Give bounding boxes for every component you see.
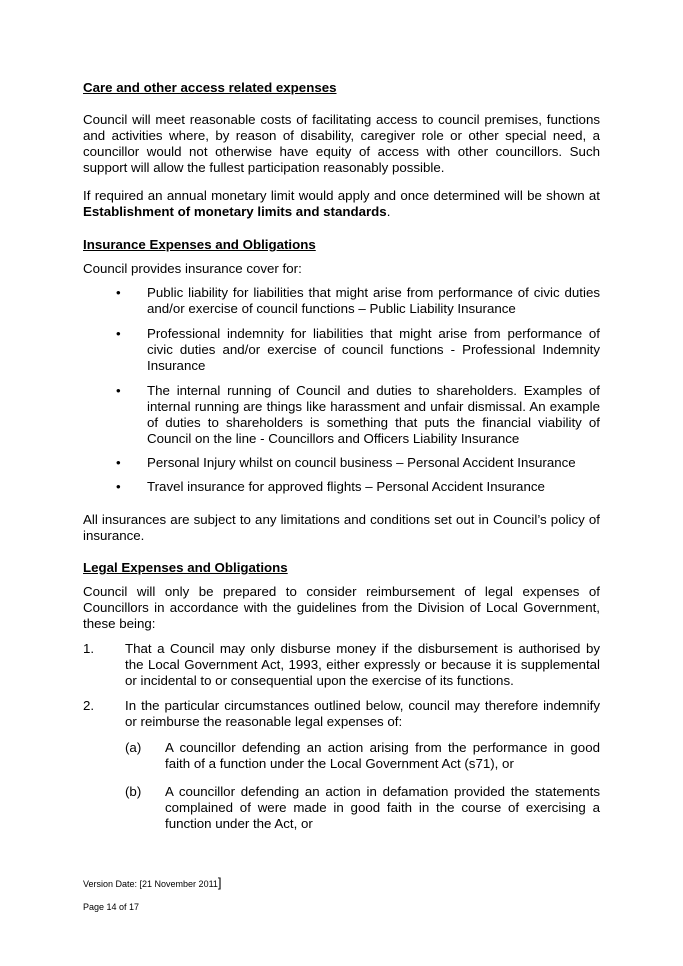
list-item	[83, 479, 600, 495]
list-item-text: Personal Injury whilst on council business – Personal Accident Insurance	[147, 455, 576, 470]
bullet-icon: •	[116, 455, 121, 470]
care-paragraph-1: Council will meet reasonable costs of facilitating access to council premises, functions and activities where, by reason of disability, caregiver role or other special need, a councillor would not otherwise have equity of access with other councillors. Such support will allow the fullest participation reasonably possible.	[83, 112, 600, 175]
item-text: In the particular circumstances outlined below, council may therefore indemnify or reimburse the reasonable legal expenses of:	[125, 698, 600, 729]
insurance-closing: All insurances are subject to any limitations and conditions set out in Council’s policy of insurance.	[83, 512, 600, 543]
sub-item-text: A councillor defending an action in defamation provided the statements complained of were made in good faith in the course of exercising a function under the Act, or	[165, 784, 600, 831]
insurance-heading: Insurance Expenses and Obligations	[83, 237, 316, 252]
legal-heading: Legal Expenses and Obligations	[83, 560, 288, 575]
document-body	[83, 80, 600, 832]
monetary-limits-reference: Establishment of monetary limits and standards	[83, 204, 387, 219]
sub-item-label: (a)	[125, 740, 142, 755]
list-item	[83, 326, 600, 374]
legal-intro: Council will only be prepared to consider reimbursement of legal expenses of Councillors in accordance with the guidelines from the Division of Local Government, these being:	[83, 584, 600, 631]
version-date	[83, 877, 222, 890]
item-text: That a Council may only disburse money if the disbursement is authorised by the Local Government Act, 1993, either expressly or because it is supplemental or incidental to or consequential upon the exercise of its functions.	[125, 641, 600, 688]
list-item	[83, 285, 600, 317]
bullet-icon: •	[116, 383, 121, 398]
list-item-text: Public liability for liabilities that might arise from performance of civic duties and/or exercise of council functions – Public Liability Insurance	[147, 285, 600, 316]
version-date-text: Version Date: [21 November 2011	[83, 879, 218, 889]
version-date-bracket: ]	[217, 875, 222, 890]
insurance-intro: Council provides insurance cover for:	[83, 261, 302, 276]
sub-item-text: A councillor defending an action arising from the performance in good faith of a function under the Local Government Act (s71), or	[165, 740, 600, 771]
bullet-icon: •	[116, 326, 121, 341]
numbered-item	[83, 698, 600, 730]
care-paragraph-2-text: If required an annual monetary limit would apply and once determined will be shown at	[83, 188, 600, 203]
item-number: 2.	[83, 698, 95, 713]
list-item-text: Professional indemnity for liabilities that might arise from performance of civic duties and/or exercise of council functions - Professional Indemnity Insurance	[147, 326, 600, 373]
list-item	[83, 455, 600, 471]
insurance-bullet-list	[83, 285, 600, 495]
care-paragraph-2	[83, 188, 600, 220]
sub-item	[83, 740, 600, 772]
list-item-text: The internal running of Council and duties to shareholders. Examples of internal running are things like harassment and unfair dismissal. An example of duties to shareholders is something that puts the financial viability of Council on the line - Councillors and Officers Liability Insurance	[147, 383, 600, 446]
care-paragraph-2-end: .	[386, 204, 391, 219]
care-heading: Care and other access related expenses	[83, 80, 337, 95]
list-item-text: Travel insurance for approved flights – Personal Accident Insurance	[147, 479, 545, 494]
bullet-icon: •	[116, 479, 121, 494]
sub-item-label: (b)	[125, 784, 142, 799]
numbered-item	[83, 641, 600, 689]
list-item	[83, 383, 600, 447]
bullet-icon: •	[116, 285, 121, 300]
item-number: 1.	[83, 641, 95, 656]
sub-item	[83, 784, 600, 832]
page-number: Page 14 of 17	[83, 902, 140, 912]
